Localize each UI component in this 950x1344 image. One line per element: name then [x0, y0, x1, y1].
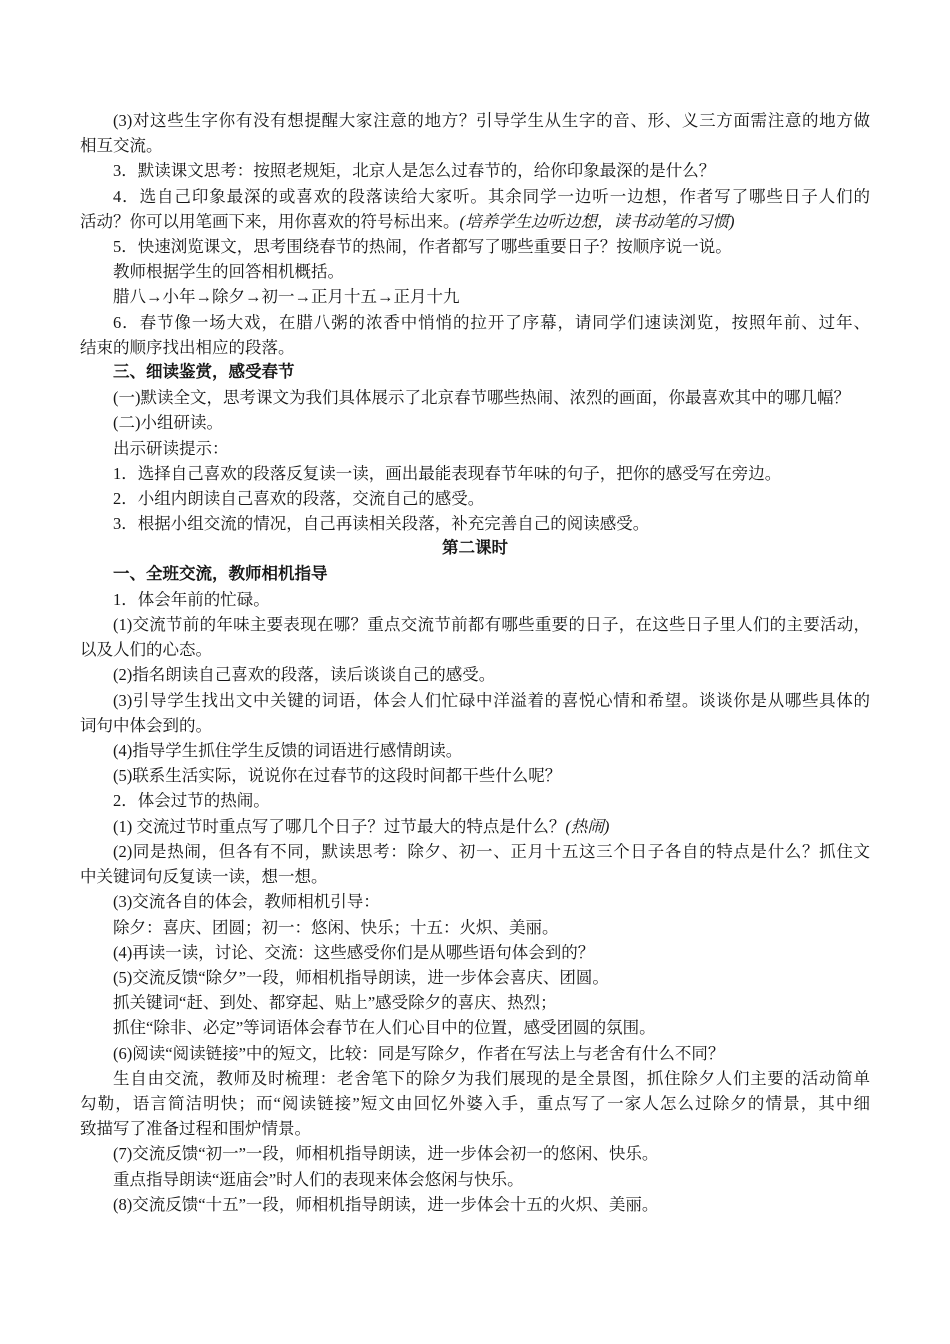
text-run: 腊八→小年→除夕→初一→正月十五→正月十九 — [113, 287, 460, 307]
text-line — [80, 259, 870, 284]
text-line — [80, 713, 870, 738]
text-run: 教师根据学生的回答相机概括。 — [113, 262, 344, 282]
text-run: 致描写了准备过程和围炉情景。 — [80, 1119, 311, 1139]
text-run: 第二课时 — [442, 539, 508, 558]
text-run: 以及人们的心态。 — [80, 640, 212, 660]
text-line — [80, 1192, 870, 1217]
text-run: 2．小组内朗读自己喜欢的段落，交流自己的感受。 — [113, 489, 485, 509]
text-line — [80, 864, 870, 889]
text-line — [80, 990, 870, 1015]
text-line — [80, 486, 870, 511]
text-line — [80, 133, 870, 158]
text-run: (2)指名朗读自己喜欢的段落，读后谈谈自己的感受。 — [113, 665, 496, 685]
text-run: 抓住“除非、必定”等词语体会春节在人们心目中的位置，感受团圆的氛围。 — [113, 1018, 656, 1038]
text-run: 1．选择自己喜欢的段落反复读一读，画出最能表现春节年味的句子，把你的感受写在旁边。 — [113, 463, 782, 483]
text-run: 中关键词句反复读一读，想一想。 — [80, 867, 328, 887]
text-line — [80, 209, 870, 234]
text-run: (3)对这些生字你有没有想提醒大家注意的地方？引导学生从生字的音、形、义三方面需注意的地方做 — [113, 111, 870, 130]
text-run: (5)交流反馈“除夕”一段，师相机指导朗读，进一步体会喜庆、团圆。 — [113, 967, 609, 987]
festival-sequence-line — [80, 284, 870, 309]
text-line — [80, 839, 870, 864]
kaiti-annotation-run: (培养学生边听边想，读书动笔的习惯) — [459, 211, 735, 231]
text-line — [80, 184, 870, 209]
text-run: 3．默读课文思考：按照老规矩，北京人是怎么过春节的，给你印象最深的是什么？ — [113, 161, 716, 181]
text-line — [80, 335, 870, 360]
text-run: (1) 交流过节时重点写了哪几个日子？过节最大的特点是什么？ — [113, 816, 566, 836]
text-line — [80, 763, 870, 788]
text-run: 4．选自己印象最深的或喜欢的段落读给大家听。其余同学一边听一边想，作者写了哪些日子人们的 — [113, 186, 870, 206]
text-run: 勾勒，语言简洁明快；而“阅读链接”短文由回忆外婆入手，重点写了一家人怎么过除夕的情景，其中细 — [80, 1093, 870, 1113]
text-line — [80, 1116, 870, 1141]
text-run: 重点指导朗读“逛庙会”时人们的表现来体会悠闲与快乐。 — [113, 1169, 524, 1189]
text-run: (7)交流反馈“初一”一段，师相机指导朗读，进一步体会初一的悠闲、快乐。 — [113, 1144, 659, 1164]
text-line — [80, 940, 870, 965]
kaiti-annotation-run: (热闹) — [565, 816, 610, 836]
text-run: 结束的顺序找出相应的段落。 — [80, 337, 295, 357]
text-line — [80, 410, 870, 435]
section-heading — [80, 360, 870, 385]
text-line — [80, 511, 870, 536]
text-line — [80, 738, 870, 763]
text-line — [80, 814, 870, 839]
text-run: 相互交流。 — [80, 136, 163, 156]
text-run: (6)阅读“阅读链接”中的短文，比较：同是写除夕，作者在写法上与老舍有什么不同？ — [113, 1043, 725, 1063]
text-run: 一、全班交流，教师相机指导 — [113, 564, 328, 583]
text-line — [80, 385, 870, 410]
text-line — [80, 1091, 870, 1116]
text-run: (1)交流节前的年味主要表现在哪？重点交流节前都有哪些重要的日子，在这些日子里人们的主要活动， — [113, 615, 870, 635]
text-line — [80, 1141, 870, 1166]
text-line — [80, 637, 870, 662]
text-line — [80, 234, 870, 259]
text-run: 6．春节像一场大戏，在腊八粥的浓香中悄悄的拉开了序幕，请同学们速读浏览，按照年前、过年、 — [113, 312, 870, 332]
text-line — [80, 688, 870, 713]
text-run: 活动？你可以用笔画下来，用你喜欢的符号标出来。 — [80, 211, 460, 231]
text-run: (5)联系生活实际，说说你在过春节的这段时间都干些什么呢？ — [113, 766, 562, 786]
text-line — [80, 889, 870, 914]
text-line — [80, 1041, 870, 1066]
text-run: (2)同是热闹，但各有不同，默读思考：除夕、初一、正月十五这三个日子各自的特点是什么？抓住文 — [113, 841, 870, 861]
text-run: (二)小组研读。 — [113, 413, 223, 433]
text-run: 除夕：喜庆、团圆；初一：悠闲、快乐；十五：火炽、美丽。 — [113, 917, 559, 937]
text-run: (4)指导学生抓住学生反馈的词语进行感情朗读。 — [113, 741, 463, 761]
text-line — [80, 461, 870, 486]
text-line — [80, 587, 870, 612]
text-run: 出示研读提示： — [113, 438, 229, 458]
lesson-period-heading — [80, 536, 870, 561]
text-run: 抓关键词“赶、到处、都穿起、贴上”感受除夕的喜庆、热烈； — [113, 993, 557, 1013]
text-line — [80, 662, 870, 687]
text-run: (3)交流各自的体会，教师相机引导： — [113, 892, 380, 912]
text-line — [80, 158, 870, 183]
text-run: 3．根据小组交流的情况，自己再读相关段落，补充完善自己的阅读感受。 — [113, 514, 650, 534]
text-line — [80, 310, 870, 335]
text-line — [80, 788, 870, 813]
text-run: (8)交流反馈“十五”一段，师相机指导朗读，进一步体会十五的火炽、美丽。 — [113, 1194, 659, 1214]
text-line — [80, 1015, 870, 1040]
text-run: 5．快速浏览课文，思考围绕春节的热闹，作者都写了哪些重要日子？按顺序说一说。 — [113, 237, 732, 257]
section-heading — [80, 562, 870, 587]
text-line — [80, 1066, 870, 1091]
text-run: 三、细读鉴赏，感受春节 — [113, 363, 295, 382]
text-line — [80, 436, 870, 461]
text-run: (3)引导学生找出文中关键的词语，体会人们忙碌中洋溢着的喜悦心情和希望。谈谈你是从哪些具体的 — [113, 690, 870, 710]
text-line — [80, 612, 870, 637]
text-line — [80, 965, 870, 990]
text-run: 生自由交流，教师及时梳理：老舍笔下的除夕为我们展现的是全景图，抓住除夕人们主要的活动简单 — [113, 1068, 870, 1088]
text-run: 1．体会年前的忙碌。 — [113, 589, 270, 609]
text-block — [80, 108, 870, 1217]
text-line — [80, 1167, 870, 1192]
text-line — [80, 108, 870, 133]
text-run: (一)默读全文，思考课文为我们具体展示了北京春节哪些热闹、浓烈的画面，你最喜欢其中的哪几幅？ — [113, 388, 850, 408]
text-run: 2．体会过节的热闹。 — [113, 791, 270, 811]
text-run: (4)再读一读，讨论、交流：这些感受你们是从哪些语句体会到的？ — [113, 942, 595, 962]
text-line — [80, 915, 870, 940]
text-run: 词句中体会到的。 — [80, 715, 212, 735]
